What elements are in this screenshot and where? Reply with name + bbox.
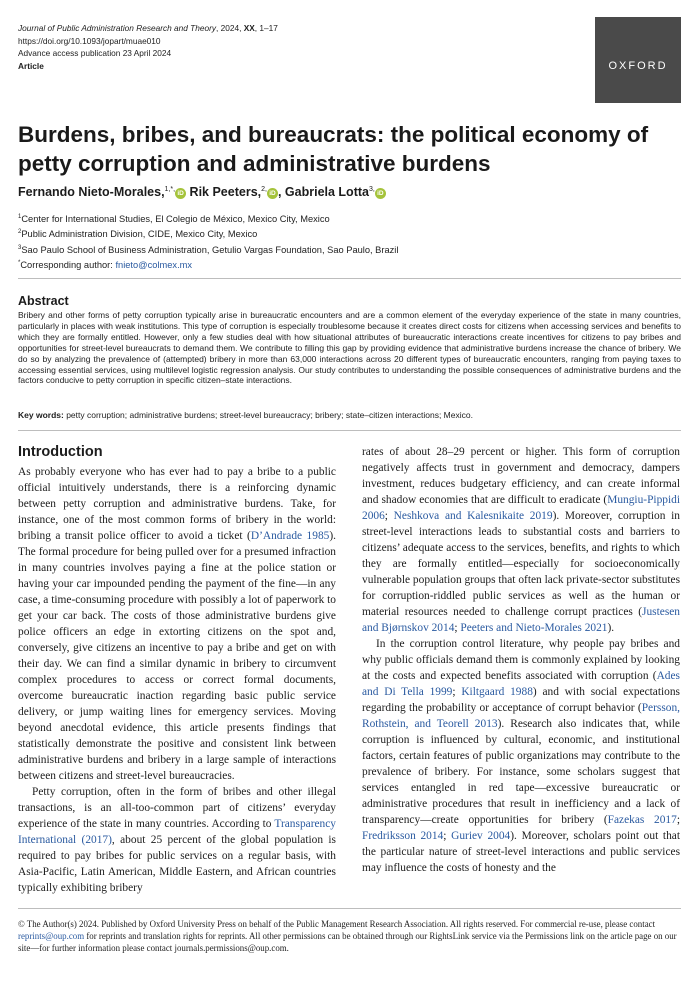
- affiliation-number: 1: [18, 214, 22, 220]
- citation-link[interactable]: Fazekas 2017: [607, 814, 677, 826]
- copyright-text-rest: for reprints and translation rights for reprints. All other permissions can be obtained through our RightsLink service via the Permissions link on the article page on our site—for further information please contact journals.permissions@oup.com.: [18, 931, 677, 954]
- body-text: ) and with social expectations regarding the probability or acceptance of corrupt behavior (: [362, 686, 680, 714]
- citation-link[interactable]: Neshkova and Kalesnikaite 2019: [393, 510, 553, 522]
- citation-link[interactable]: Mungiu-Pippidi 2006: [362, 494, 680, 522]
- keywords-label: Key words:: [18, 410, 64, 420]
- body-text: As probably everyone who has ever had to pay a bribe to a public official intuitively understands, there is a reinforcing dynamic between petty corruption and administrative burdens. Take, for instance, one of the most common forms of bribery in the world: bribing a transit police officer to avoid a ticket (: [18, 466, 336, 542]
- corresponding-author: [18, 257, 398, 272]
- body-text: ;: [454, 622, 461, 634]
- body-text: ;: [384, 510, 394, 522]
- citation-link[interactable]: Guriev 2004: [451, 830, 511, 842]
- citation-link[interactable]: Peeters and Nieto-Morales 2021: [460, 622, 608, 634]
- author-name[interactable]: Rik Peeters,: [189, 185, 262, 199]
- journal-name: Journal of Public Administration Research and Theory: [18, 23, 216, 33]
- author-name[interactable]: Fernando Nieto-Morales,: [18, 185, 165, 199]
- page-range: , 1–17: [254, 23, 278, 33]
- body-column-left: [18, 464, 336, 896]
- article-metadata: [18, 22, 278, 72]
- affiliation-item: [18, 242, 398, 257]
- corresponding-label: Corresponding author:: [20, 260, 116, 271]
- author-affiliation-marker: 1,*,: [164, 185, 176, 193]
- orcid-icon[interactable]: iD: [267, 188, 278, 199]
- article-type: Article: [18, 60, 44, 71]
- body-text: In the corruption control literature, why people pay bribes and why public officials demand them is commonly explained by looking at the costs and expected benefits associated with corruption (: [362, 638, 680, 682]
- body-text: ).: [607, 622, 615, 634]
- affiliation-item: [18, 226, 398, 241]
- body-text: ). Moreover, scholars point out that the particular nature of street-level interactions and public services may influence the costs of honesty and the: [362, 830, 681, 874]
- body-text: ;: [443, 830, 452, 842]
- affiliation-number: 2: [18, 229, 22, 236]
- citation-link[interactable]: D’Andrade 1985: [250, 530, 330, 542]
- body-text: ;: [452, 686, 462, 698]
- author-list: [18, 185, 678, 199]
- citation-link[interactable]: Ades and Di Tella 1999: [362, 670, 680, 698]
- corresponding-marker: *: [18, 260, 21, 267]
- copyright-text: © The Author(s) 2024. Published by Oxford University Press on behalf of the Public Management Research Association. All rights reserved. For commercial re-use, please contact: [18, 919, 656, 929]
- abstract-heading: Abstract: [18, 294, 69, 308]
- body-text: rates of about 28–29 percent or higher. This form of corruption negatively affects trust in government and democracy, dampers investment, reduces budgetary efficiency, and can create informal and shadow economies that are difficult to eradicate (: [362, 446, 680, 506]
- affiliations: [18, 211, 398, 273]
- divider: [18, 430, 681, 431]
- body-paragraph: [362, 444, 680, 636]
- author-affiliation-marker: 3,: [368, 185, 375, 193]
- affiliation-item: [18, 211, 398, 226]
- publisher-logo[interactable]: OXFORD: [595, 17, 681, 103]
- journal-citation: [18, 22, 278, 35]
- reprints-email-link[interactable]: reprints@oup.com: [18, 931, 85, 942]
- citation-link[interactable]: Justesen and Bjørnskov 2014: [362, 606, 680, 634]
- affiliation-text: Center for International Studies, El Colegio de México, Mexico City, Mexico: [21, 214, 330, 225]
- affiliation-number: 3: [18, 244, 22, 251]
- citation-link[interactable]: Kiltgaard 1988: [461, 686, 533, 698]
- citation-link[interactable]: Persson, Rothstein, and Teorell 2013: [362, 702, 680, 730]
- orcid-icon[interactable]: iD: [175, 188, 186, 199]
- body-paragraph: [18, 464, 336, 784]
- orcid-icon[interactable]: iD: [375, 188, 386, 199]
- citation-year: , 2024,: [216, 23, 244, 33]
- affiliation-text: Public Administration Division, CIDE, Mexico City, Mexico: [21, 229, 258, 240]
- affiliation-text: Sao Paulo School of Business Administration, Getulio Vargas Foundation, Sao Paulo, Brazil: [21, 244, 399, 255]
- body-paragraph: [362, 636, 680, 876]
- body-column-right: [362, 444, 680, 876]
- introduction-heading: Introduction: [18, 444, 103, 460]
- advance-access-date: Advance access publication 23 April 2024: [18, 48, 172, 58]
- footer-divider: [18, 908, 681, 909]
- abstract-text: Bribery and other forms of petty corruption typically arise in bureaucratic encounters and are a common element of the everyday experience of the state in many countries, particularly in places with weak institutions. This type of corruption is especially troublesome because it creates direct costs for citizens when accessing services and benefits to which they are formally entitled. However, only a few studies deal with how situational attributes of bureaucratic interactions create incentives for citizens to pay bribes and opportunities for street-level bureaucrats to demand them. We contribute to filling this gap by providing evidence that administrative burdens increase the chance of bribery. We do so by analyzing the prevalence of (attempted) bribery in more than 63,000 interactions across 20 different types of bureaucratic encounters, ranging from paying taxes to accessing essential services, using multilevel logistic regression analysis. Our study contributes to understanding the possible consequences of administrative burdens and the factors conducive to petty corruption in specific citizen–state interactions.: [18, 310, 681, 386]
- volume: XX: [243, 23, 255, 33]
- body-text: ;: [676, 814, 680, 826]
- citation-link[interactable]: Fredriksson 2014: [362, 830, 444, 842]
- author-separator: ,: [277, 185, 285, 199]
- body-text: ). The formal procedure for being pulled over for a presumed infraction in many countries involves paying a fine at the police station or having your car impounded pending the payment of the fine—in any case, a time-consuming procedure with possibly a lot of paperwork to get your car back. The costs of those administrative burdens give police officers an edge in extorting citizens on the spot and, conversely, give citizens an incentive to pay a bribe and get on with their day. We can find a similar dynamic in bribery to circumvent complex procedures to access or correct formal documents, overcome bureaucratic inaction regarding basic public service delivery, or jump waiting lines for emergency services. Moving beyond anecdotal evidence, this article presents findings that statistically demonstrate the positive and consistent link between administrative burdens and bribery in a large sample of interactions between citizens and street-level bureaucracies.: [18, 530, 336, 782]
- body-text: ). Moreover, corruption in street-level interactions leads to substantial costs and barriers to citizens’ adequate access to the services, benefits, and rights to which they are formally entitled—especially for socioeconomically vulnerable population groups that often lack private-sector substitutes for corruption-riddled public services as well as the human or material resources needed to challenge corrupt practices (: [362, 510, 680, 618]
- paper-title: Burdens, bribes, and bureaucrats: the political economy of petty corruption and administrative burdens: [18, 122, 649, 176]
- body-paragraph: [18, 784, 336, 896]
- author-name[interactable]: Gabriela Lotta: [284, 185, 369, 199]
- keywords: [18, 410, 681, 420]
- body-text: , about 25 percent of the global population is required to pay bribes for public services on a regular basis, with Asia-Pacific, Latin American, Middle Eastern, and African countries typically exhibiting bribery: [18, 834, 336, 894]
- body-text: ). Research also indicates that, while corruption is influenced by cultural, economic, and institutional factors, certain features of public organizations may contribute to the prevalence of bribery. For instance, some scholars suggest that services entangled in red tape—excessive bureaucratic or administrative procedures that result in inefficiency and a lack of transparency—create opportunities for bribery (: [362, 718, 680, 826]
- copyright-footer: [18, 918, 681, 955]
- doi-link[interactable]: https://doi.org/10.1093/jopart/muae010: [18, 35, 161, 46]
- body-text: Petty corruption, often in the form of bribes and other illegal transactions, is an all-too-common part of citizens’ everyday experience of the state in many countries. According to: [18, 786, 336, 830]
- author-affiliation-marker: 2,: [261, 185, 267, 193]
- divider: [18, 278, 681, 279]
- citation-link[interactable]: Transparency International (2017): [18, 818, 336, 846]
- corresponding-email-link[interactable]: fnieto@colmex.mx: [115, 260, 193, 271]
- keywords-list: petty corruption; administrative burdens; street-level bureaucracy; bribery; state–citizen interactions; Mexico.: [63, 410, 473, 420]
